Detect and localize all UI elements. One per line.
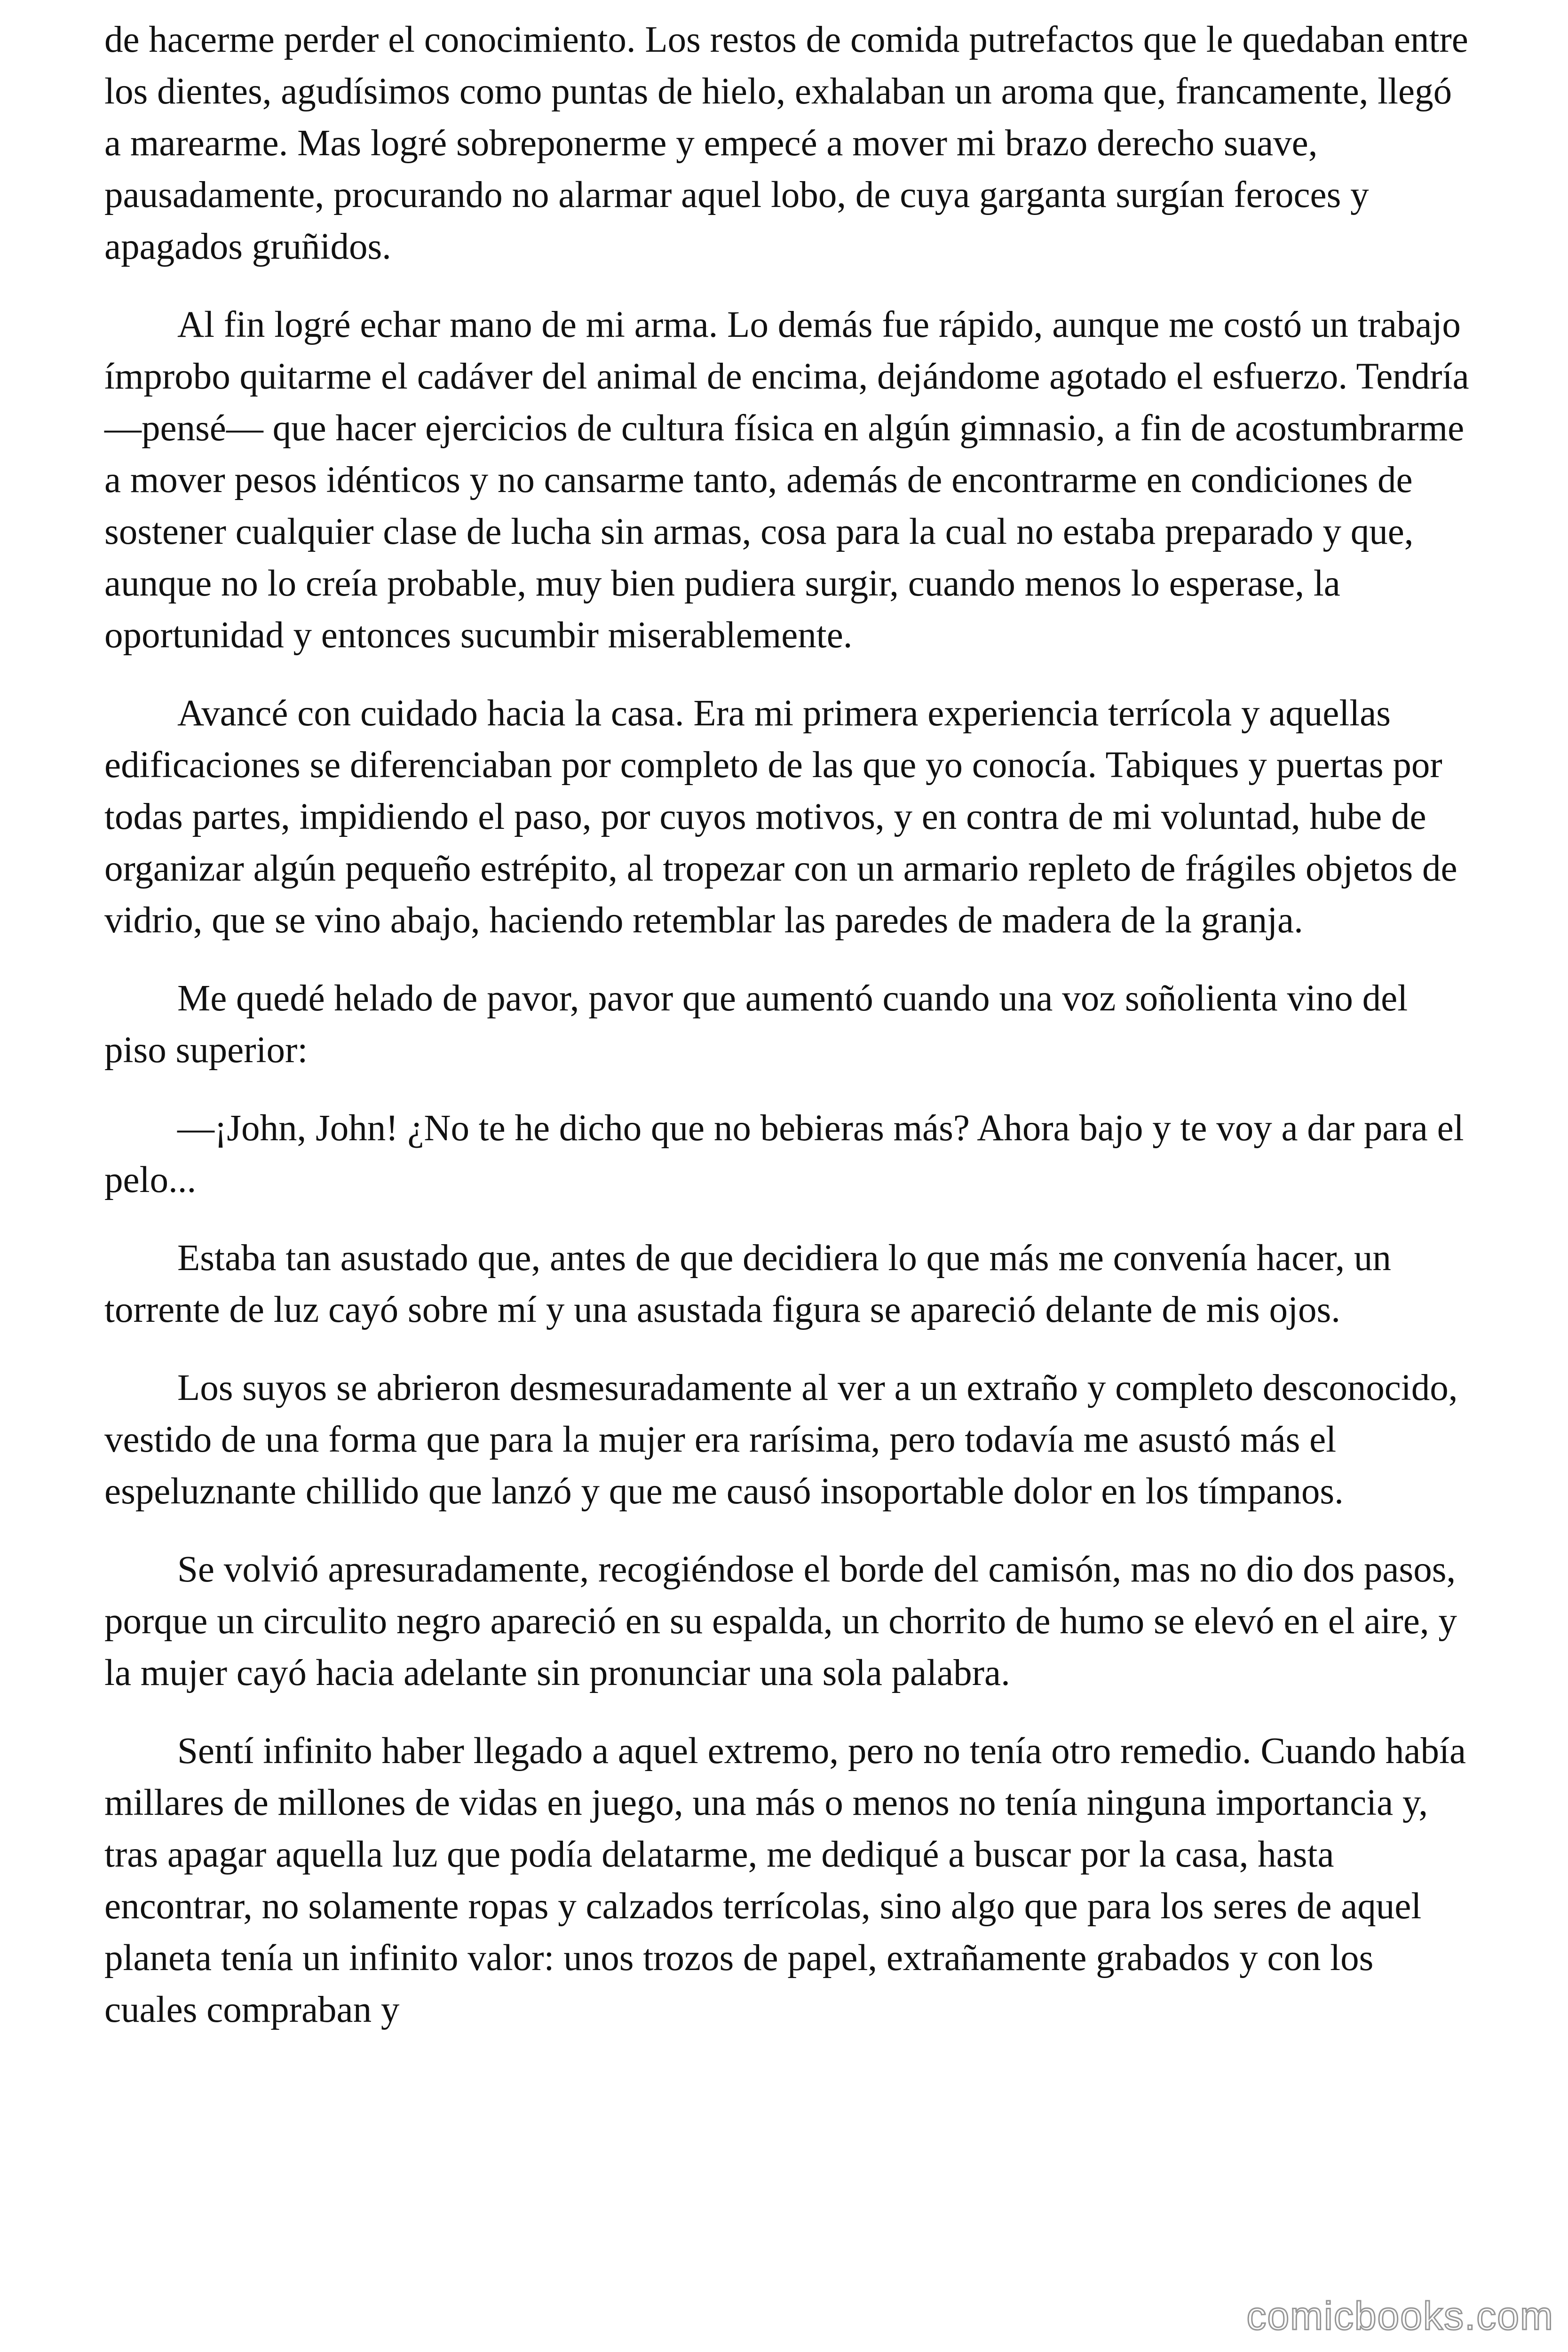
paragraph-1: de hacerme perder el conocimiento. Los restos de comida putrefactos que le quedaban entre los dientes, agudísimos como puntas de hielo, exhalaban un aroma que, francamente, llegó a marearme. Mas logré sobreponerme y empecé a mover mi brazo derecho suave, pausadamente, procurando no alarmar aquel lobo, de cuya garganta surgían feroces y apagados gruñidos. xyxy=(104,19,1468,267)
body-text xyxy=(104,14,1473,2062)
watermark: comicbooks.com xyxy=(1246,2294,1554,2338)
paragraph-7: Los suyos se abrieron desmesuradamente al ver a un extraño y completo desconocido, vestido de una forma que para la mujer era rarísima, pero todavía me asustó más el espeluznante chillido que lanzó y que me causó insoportable dolor en los tímpanos. xyxy=(104,1367,1458,1512)
paragraph-9: Sentí infinito haber llegado a aquel extremo, pero no tenía otro remedio. Cuando había millares de millones de vidas en juego, una más o menos no tenía ninguna importancia y, tras apagar aquella luz que podía delatarme, me dediqué a buscar por la casa, hasta encontrar, no solamente ropas y calzados terrícolas, sino algo que para los seres de aquel planeta tenía un infinito valor: unos trozos de papel, extrañamente grabados y con los cuales compraban y xyxy=(104,1731,1466,2030)
paragraph-8: Se volvió apresuradamente, recogiéndose el borde del camisón, mas no dio dos pasos, porque un circulito negro apareció en su espalda, un chorrito de humo se elevó en el aire, y la mujer cayó hacia adelante sin pronunciar una sola palabra. xyxy=(104,1549,1457,1693)
paragraph-4: Me quedé helado de pavor, pavor que aumentó cuando una voz soñolienta vino del piso superior: xyxy=(104,978,1408,1071)
paragraph-5-dialogue: —¡John, John! ¿No te he dicho que no bebieras más? Ahora bajo y te voy a dar para el pelo... xyxy=(104,1108,1464,1200)
paragraph-2: Al fin logré echar mano de mi arma. Lo demás fue rápido, aunque me costó un trabajo ímprobo quitarme el cadáver del animal de encima, dejándome agotado el esfuerzo. Tendría —pensé— que hacer ejercicios de cultura física en algún gimnasio, a fin de acostumbrarme a mover pesos idénticos y no cansarme tanto, además de encontrarme en condiciones de sostener cualquier clase de lucha sin armas, cosa para la cual no estaba preparado y que, aunque no lo creía probable, muy bien pudiera surgir, cuando menos lo esperase, la oportunidad y entonces sucumbir miserablemente. xyxy=(104,304,1469,656)
paragraph-3: Avancé con cuidado hacia la casa. Era mi primera experiencia terrícola y aquellas edificaciones se diferenciaban por completo de las que yo conocía. Tabiques y puertas por todas partes, impidiendo el paso, por cuyos motivos, y en contra de mi voluntad, hube de organizar algún pequeño estrépito, al tropezar con un armario repleto de frágiles objetos de vidrio, que se vino abajo, haciendo retemblar las paredes de madera de la granja. xyxy=(104,693,1457,941)
paragraph-6: Estaba tan asustado que, antes de que decidiera lo que más me convenía hacer, un torrente de luz cayó sobre mí y una asustada figura se apareció delante de mis ojos. xyxy=(104,1238,1391,1330)
